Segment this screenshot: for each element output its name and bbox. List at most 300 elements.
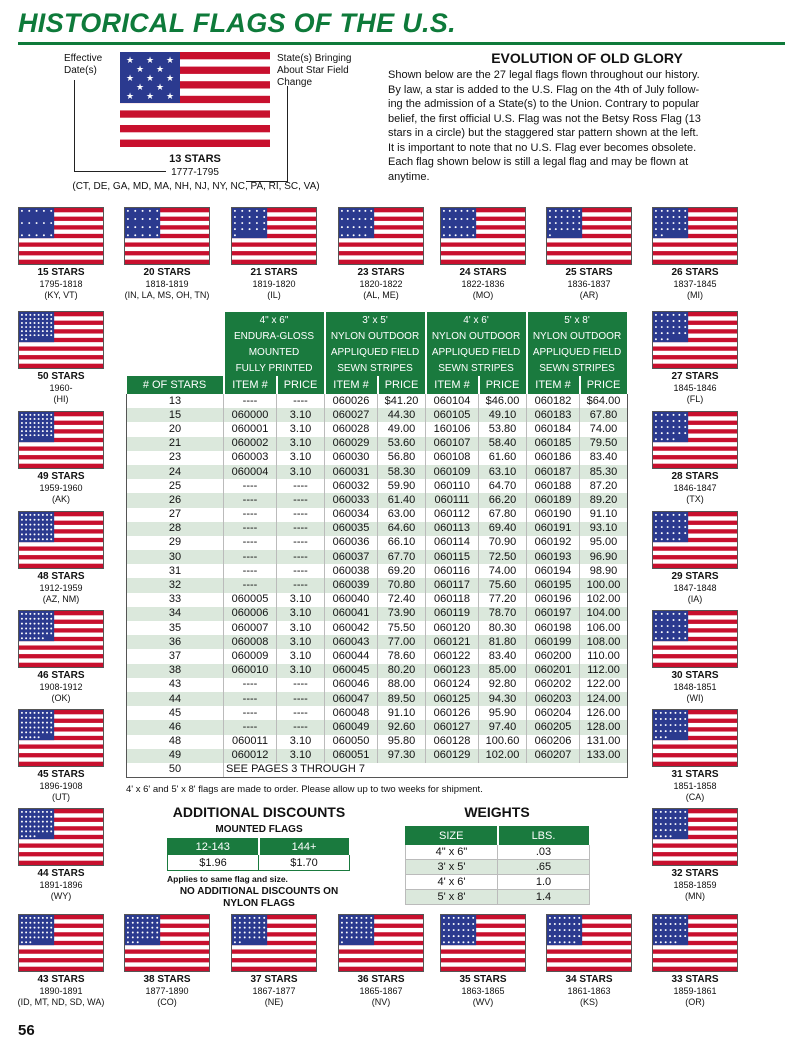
weights-row (406, 875, 590, 890)
weights-header-lbs: LBS. (498, 827, 590, 845)
cell-item: 060184 (527, 422, 580, 436)
cell-item: ---- (224, 706, 277, 720)
cell-item: ---- (224, 720, 277, 734)
flag-states: (AZ, NM) (42, 594, 80, 604)
cell-price: 112.00 (580, 664, 628, 678)
cell-item: 060005 (224, 593, 277, 607)
flag-caption (112, 267, 222, 301)
cell-stars: 38 (127, 664, 224, 678)
cell-item: 060201 (527, 664, 580, 678)
weights-row (406, 860, 590, 875)
flag-name: 36 STARS (357, 974, 405, 985)
cell-item: 060109 (426, 465, 479, 479)
weight-size: 4" x 6" (406, 845, 498, 860)
cell-price: 108.00 (580, 635, 628, 649)
cell-price: 3.10 (277, 621, 325, 635)
cell-price: 63.10 (479, 465, 527, 479)
cell-price: 75.50 (378, 621, 426, 635)
flag-26-stars (652, 207, 738, 265)
cell-price: 75.60 (479, 578, 527, 592)
cell-item: 060029 (325, 437, 378, 451)
svg-text:★: ★ (136, 83, 145, 93)
cell-price: 74.00 (479, 564, 527, 578)
flag-states: (OR) (685, 997, 705, 1007)
flag-name: 43 STARS (37, 974, 85, 985)
flag-dates: 1818-1819 (145, 279, 189, 289)
flag-states: (MN) (685, 891, 705, 901)
evolution-line: Each flag shown below is still a legal flag and may be flown at (388, 156, 689, 168)
flag-name: 23 STARS (357, 267, 405, 278)
cell-stars: 27 (127, 508, 224, 522)
table-row (127, 664, 628, 678)
cell-item: 060186 (527, 451, 580, 465)
flag-states: (MI) (687, 290, 703, 300)
cell-item: ---- (224, 522, 277, 536)
cell-price: 44.30 (378, 408, 426, 422)
cell-item: 060050 (325, 735, 378, 749)
cell-price: 3.10 (277, 465, 325, 479)
cell-item: 060040 (325, 593, 378, 607)
cell-stars: 25 (127, 479, 224, 493)
cell-price: 80.30 (479, 621, 527, 635)
svg-text:★: ★ (166, 56, 175, 66)
table-row (127, 508, 628, 522)
cell-price: ---- (277, 678, 325, 692)
flag-caption (219, 974, 329, 1008)
cell-item: 060197 (527, 607, 580, 621)
table-row (127, 706, 628, 720)
cell-price: 61.40 (378, 493, 426, 507)
flag-name: 33 STARS (671, 974, 719, 985)
cell-item: 060204 (527, 706, 580, 720)
cell-item: 060028 (325, 422, 378, 436)
cell-price: 85.00 (479, 664, 527, 678)
cell-price: 3.10 (277, 422, 325, 436)
cell-price: 53.60 (378, 437, 426, 451)
discount-value: $1.70 (259, 855, 350, 871)
cell-price: 61.60 (479, 451, 527, 465)
cell-price: 100.60 (479, 735, 527, 749)
cell-item: 060115 (426, 550, 479, 564)
group-line: NYLON OUTDOOR (325, 328, 426, 344)
cell-item: 160106 (426, 422, 479, 436)
table-row (127, 593, 628, 607)
cell-item: 060110 (426, 479, 479, 493)
cell-price: 67.70 (378, 550, 426, 564)
cell-price: 3.10 (277, 593, 325, 607)
cell-price: 49.10 (479, 408, 527, 422)
cell-stars: 24 (127, 465, 224, 479)
flag-caption (640, 769, 750, 803)
svg-text:★: ★ (156, 65, 165, 75)
cell-price: 64.70 (479, 479, 527, 493)
flag-name: 34 STARS (565, 974, 613, 985)
cell-price: 126.00 (580, 706, 628, 720)
flag-states: (UT) (52, 792, 70, 802)
group-size-5x8: 5' x 8' (527, 312, 628, 328)
flag-dates: 1896-1908 (39, 781, 83, 791)
group-line: APPLIQUED FIELD (426, 344, 527, 360)
flag-caption (6, 471, 116, 505)
group-size-4x6: 4" x 6" (224, 312, 325, 328)
cell-stars: 37 (127, 649, 224, 663)
group-line: MOUNTED (224, 344, 325, 360)
flag-states: (IN, LA, MS, OH, TN) (124, 290, 210, 300)
cell-item: 060036 (325, 536, 378, 550)
flag-44-stars (18, 808, 104, 866)
svg-text:★: ★ (166, 92, 175, 102)
discount-value: $1.96 (168, 855, 259, 871)
flag-name: 37 STARS (250, 974, 298, 985)
group-line: APPLIQUED FIELD (325, 344, 426, 360)
evolution-body (388, 68, 788, 184)
table-row (127, 451, 628, 465)
cell-item: 060192 (527, 536, 580, 550)
flag-caption (640, 371, 750, 405)
cell-price: ---- (277, 394, 325, 408)
flag-dates: 1859-1861 (673, 986, 717, 996)
effective-dates-label: Effective Date(s) (64, 53, 103, 76)
cell-item: 060183 (527, 408, 580, 422)
flag-dates: 1863-1865 (461, 986, 505, 996)
flag-43-stars (18, 914, 104, 972)
weights-table (405, 826, 591, 905)
flag-dates: 1877-1890 (145, 986, 189, 996)
cell-price: ---- (277, 508, 325, 522)
flag-caption (6, 267, 116, 301)
flag-states: (NE) (264, 997, 284, 1007)
weights-header-row (406, 827, 590, 845)
cell-item: 060048 (325, 706, 378, 720)
cell-stars: 31 (127, 564, 224, 578)
group-size-3x5: 3' x 5' (325, 312, 426, 328)
cell-item: 060033 (325, 493, 378, 507)
flag-states: (IL) (267, 290, 281, 300)
table-row (127, 649, 628, 663)
discount-table (167, 838, 351, 871)
cell-item: ---- (224, 479, 277, 493)
flag-dates: 1836-1837 (567, 279, 611, 289)
flag-caption (6, 974, 116, 1008)
flag-name: 50 STARS (37, 371, 85, 382)
cell-item: 060008 (224, 635, 277, 649)
svg-text:★: ★ (126, 74, 135, 84)
cell-price: 102.00 (580, 593, 628, 607)
cell-item: 060120 (426, 621, 479, 635)
cell-item: 060039 (325, 578, 378, 592)
cell-item: ---- (224, 508, 277, 522)
cell-price: 98.90 (580, 564, 628, 578)
evolution-line: ing the admission of a State(s) to the Union. Contrary to popular (388, 98, 700, 110)
flag-states: (NV) (371, 997, 391, 1007)
flag-states: (WY) (50, 891, 72, 901)
cell-price: 89.20 (580, 493, 628, 507)
cell-price: 104.00 (580, 607, 628, 621)
cell-item: 060112 (426, 508, 479, 522)
evolution-title: EVOLUTION OF OLD GLORY (491, 50, 683, 66)
flag-caption (640, 571, 750, 605)
no-additional-line: NO ADDITIONAL DISCOUNTS ON (179, 886, 339, 897)
cell-price: $46.00 (479, 394, 527, 408)
table-row (127, 578, 628, 592)
cell-price: 3.10 (277, 635, 325, 649)
cell-item: 060190 (527, 508, 580, 522)
cell-item: 060205 (527, 720, 580, 734)
cell-stars: 33 (127, 593, 224, 607)
flag-name: 24 STARS (459, 267, 507, 278)
cell-price: $41.20 (378, 394, 426, 408)
evolution-line: anytime. (388, 170, 430, 183)
cell-item: 060193 (527, 550, 580, 564)
svg-text:★: ★ (166, 74, 175, 84)
cell-stars: 45 (127, 706, 224, 720)
cell-stars: 46 (127, 720, 224, 734)
flag-20-stars (124, 207, 210, 265)
flag-dates: 1861-1863 (567, 986, 611, 996)
flag-states: (OK) (51, 693, 71, 703)
cell-price: 110.00 (580, 649, 628, 663)
flag-caption (534, 267, 644, 301)
cell-item: 060044 (325, 649, 378, 663)
flag-states: (AK) (52, 494, 70, 504)
table-row (127, 692, 628, 706)
weight-size: 4' x 6' (406, 875, 498, 890)
weight-lbs: 1.4 (498, 890, 590, 905)
flag-states: (IA) (687, 594, 703, 604)
cell-price: 79.50 (580, 437, 628, 451)
cell-price: 83.40 (479, 649, 527, 663)
flag-dates: 1891-1896 (39, 880, 83, 890)
flag-states: (AR) (579, 290, 599, 300)
cell-item: 060116 (426, 564, 479, 578)
cell-item: ---- (224, 550, 277, 564)
cell-item: 060207 (527, 749, 580, 763)
weight-lbs: .65 (498, 860, 590, 875)
page-number: 56 (18, 1022, 35, 1039)
discount-tier-header: 12-143 (168, 839, 259, 855)
discounts-title: ADDITIONAL DISCOUNTS (172, 804, 346, 820)
cell-item: 060122 (426, 649, 479, 663)
flag-states: (AL, ME) (363, 290, 399, 300)
cell-price: 3.10 (277, 607, 325, 621)
weight-lbs: 1.0 (498, 875, 590, 890)
cell-item: 060027 (325, 408, 378, 422)
flag-name: 38 STARS (143, 974, 191, 985)
cell-item: ---- (224, 578, 277, 592)
cell-item: ---- (224, 678, 277, 692)
flag-caption (112, 974, 222, 1008)
cell-stars: 20 (127, 422, 224, 436)
cell-item: 060185 (527, 437, 580, 451)
cell-item: 060196 (527, 593, 580, 607)
cell-item: 060037 (325, 550, 378, 564)
flag-name: 45 STARS (37, 769, 85, 780)
group-header-row (127, 312, 628, 328)
flag-21-stars (231, 207, 317, 265)
evolution-line: Shown below are the 27 legal flags flown throughout our history. (388, 69, 700, 81)
cell-price: 73.90 (378, 607, 426, 621)
evolution-line: stars in a circle) but the staggered star pattern shown at the left. (388, 127, 699, 139)
table-row (127, 678, 628, 692)
flag-28-stars (652, 411, 738, 469)
cell-price: ---- (277, 564, 325, 578)
flag-states: (KS) (580, 997, 598, 1007)
flag-name: 48 STARS (37, 571, 85, 582)
col-header-price: PRICE (277, 376, 325, 394)
cell-item: 060203 (527, 692, 580, 706)
col-header-price: PRICE (580, 376, 628, 394)
table-row (127, 749, 628, 763)
evolution-line: It is important to note that no U.S. Flag ever becomes obsolete. (388, 141, 697, 154)
flag-30-stars (652, 610, 738, 668)
flag-35-stars (440, 914, 526, 972)
flag-dates: 1845-1846 (673, 383, 717, 393)
group-line: SEWN STRIPES (426, 360, 527, 376)
cell-item: 060200 (527, 649, 580, 663)
group-line: ENDURA-GLOSS (224, 328, 325, 344)
cell-item: 060006 (224, 607, 277, 621)
flag-dates: 1837-1845 (673, 279, 717, 289)
cell-item: 060114 (426, 536, 479, 550)
weights-row (406, 845, 590, 860)
col-header-item: ITEM # (224, 376, 277, 394)
weights-header-size: SIZE (406, 827, 498, 845)
cell-item: 060038 (325, 564, 378, 578)
svg-text:★: ★ (126, 56, 135, 66)
cell-item: 060126 (426, 706, 479, 720)
table-row (127, 437, 628, 451)
no-additional-discounts (164, 886, 354, 910)
cell-item: 060127 (426, 720, 479, 734)
flag-caption (428, 267, 538, 301)
flag-23-stars (338, 207, 424, 265)
cell-price: 77.20 (479, 593, 527, 607)
flag-states: (CA) (685, 792, 705, 802)
table-row (127, 479, 628, 493)
flag-name: 20 STARS (143, 267, 191, 278)
cell-stars: 15 (127, 408, 224, 422)
flag-38-stars (124, 914, 210, 972)
flag-name: 32 STARS (671, 868, 719, 879)
legend-flag-states: (CT, DE, GA, MD, MA, NH, NJ, NY, NC, PA, RI, SC, VA) (72, 181, 320, 192)
flag-36-stars (338, 914, 424, 972)
cell-price: 67.80 (479, 508, 527, 522)
made-to-order-note: 4' x 6' and 5' x 8' flags are made to order. Please allow up to two weeks for shipment. (126, 784, 483, 795)
group-line: APPLIQUED FIELD (527, 344, 628, 360)
flag-states: (KY, VT) (44, 290, 78, 300)
cell-stars: 26 (127, 493, 224, 507)
svg-text:★: ★ (126, 92, 135, 102)
flag-caption (6, 571, 116, 605)
flag-dates: 1820-1822 (359, 279, 403, 289)
weights-row (406, 890, 590, 905)
cell-price: 3.10 (277, 408, 325, 422)
cell-item: 060117 (426, 578, 479, 592)
flag-49-stars (18, 411, 104, 469)
legend-flag-name: 13 STARS (169, 153, 221, 165)
cell-item: 060113 (426, 522, 479, 536)
cell-price: 63.00 (378, 508, 426, 522)
cell-stars: 21 (127, 437, 224, 451)
cell-price: 89.50 (378, 692, 426, 706)
flag-48-stars (18, 511, 104, 569)
table-row (127, 607, 628, 621)
cell-price: 131.00 (580, 735, 628, 749)
cell-price: 3.10 (277, 735, 325, 749)
cell-item: 060002 (224, 437, 277, 451)
cell-price: 85.30 (580, 465, 628, 479)
group-line: SEWN STRIPES (325, 360, 426, 376)
mounted-flags-subtitle: MOUNTED FLAGS (215, 824, 303, 835)
cell-item: 060194 (527, 564, 580, 578)
flag-states: (HI) (53, 394, 69, 404)
cell-price: 106.00 (580, 621, 628, 635)
table-row (127, 408, 628, 422)
cell-item: 060035 (325, 522, 378, 536)
flag-states: (WI) (686, 693, 704, 703)
cell-item: 060030 (325, 451, 378, 465)
cell-price: 72.40 (378, 593, 426, 607)
flag-dates: 1865-1867 (359, 986, 403, 996)
weight-lbs: .03 (498, 845, 590, 860)
flag-name: 35 STARS (459, 974, 507, 985)
flag-32-stars (652, 808, 738, 866)
cell-price: 78.60 (378, 649, 426, 663)
flag-name: 27 STARS (671, 371, 719, 382)
legend-flag-dates: 1777-1795 (171, 167, 219, 178)
flag-caption (219, 267, 329, 301)
cell-item: 060045 (325, 664, 378, 678)
cell-item: 060128 (426, 735, 479, 749)
flag-dates: 1960- (49, 383, 73, 393)
cell-price: 97.40 (479, 720, 527, 734)
cell-item: 060187 (527, 465, 580, 479)
flag-dates: 1848-1851 (673, 682, 717, 692)
cell-price: 67.80 (580, 408, 628, 422)
group-line: SEWN STRIPES (527, 360, 628, 376)
page-title: HISTORICAL FLAGS OF THE U.S. (18, 8, 456, 38)
cell-price: 92.60 (378, 720, 426, 734)
cell-price: 70.90 (479, 536, 527, 550)
svg-text:★: ★ (146, 74, 155, 84)
cell-price: 96.90 (580, 550, 628, 564)
cell-price: 69.20 (378, 564, 426, 578)
flag-29-stars (652, 511, 738, 569)
flag-states: (FL) (686, 394, 704, 404)
col-header-price: PRICE (479, 376, 527, 394)
cell-item: 060199 (527, 635, 580, 649)
flag-states: (CO) (157, 997, 177, 1007)
cell-item: ---- (224, 493, 277, 507)
flag-name: 44 STARS (37, 868, 85, 879)
group-line: NYLON OUTDOOR (426, 328, 527, 344)
col-header-stars: # OF STARS (127, 376, 224, 394)
cell-price: 53.80 (479, 422, 527, 436)
cell-price: 58.30 (378, 465, 426, 479)
flag-caption (6, 868, 116, 902)
cell-item: 060009 (224, 649, 277, 663)
cell-stars: 30 (127, 550, 224, 564)
cell-item: 060012 (224, 749, 277, 763)
flag-15-stars (18, 207, 104, 265)
cell-item: 060042 (325, 621, 378, 635)
cell-item: 060032 (325, 479, 378, 493)
cell-item: 060111 (426, 493, 479, 507)
cell-item: 060125 (426, 692, 479, 706)
flag-caption (640, 670, 750, 704)
cell-stars: 48 (127, 735, 224, 749)
flag-dates: 1851-1858 (673, 781, 717, 791)
